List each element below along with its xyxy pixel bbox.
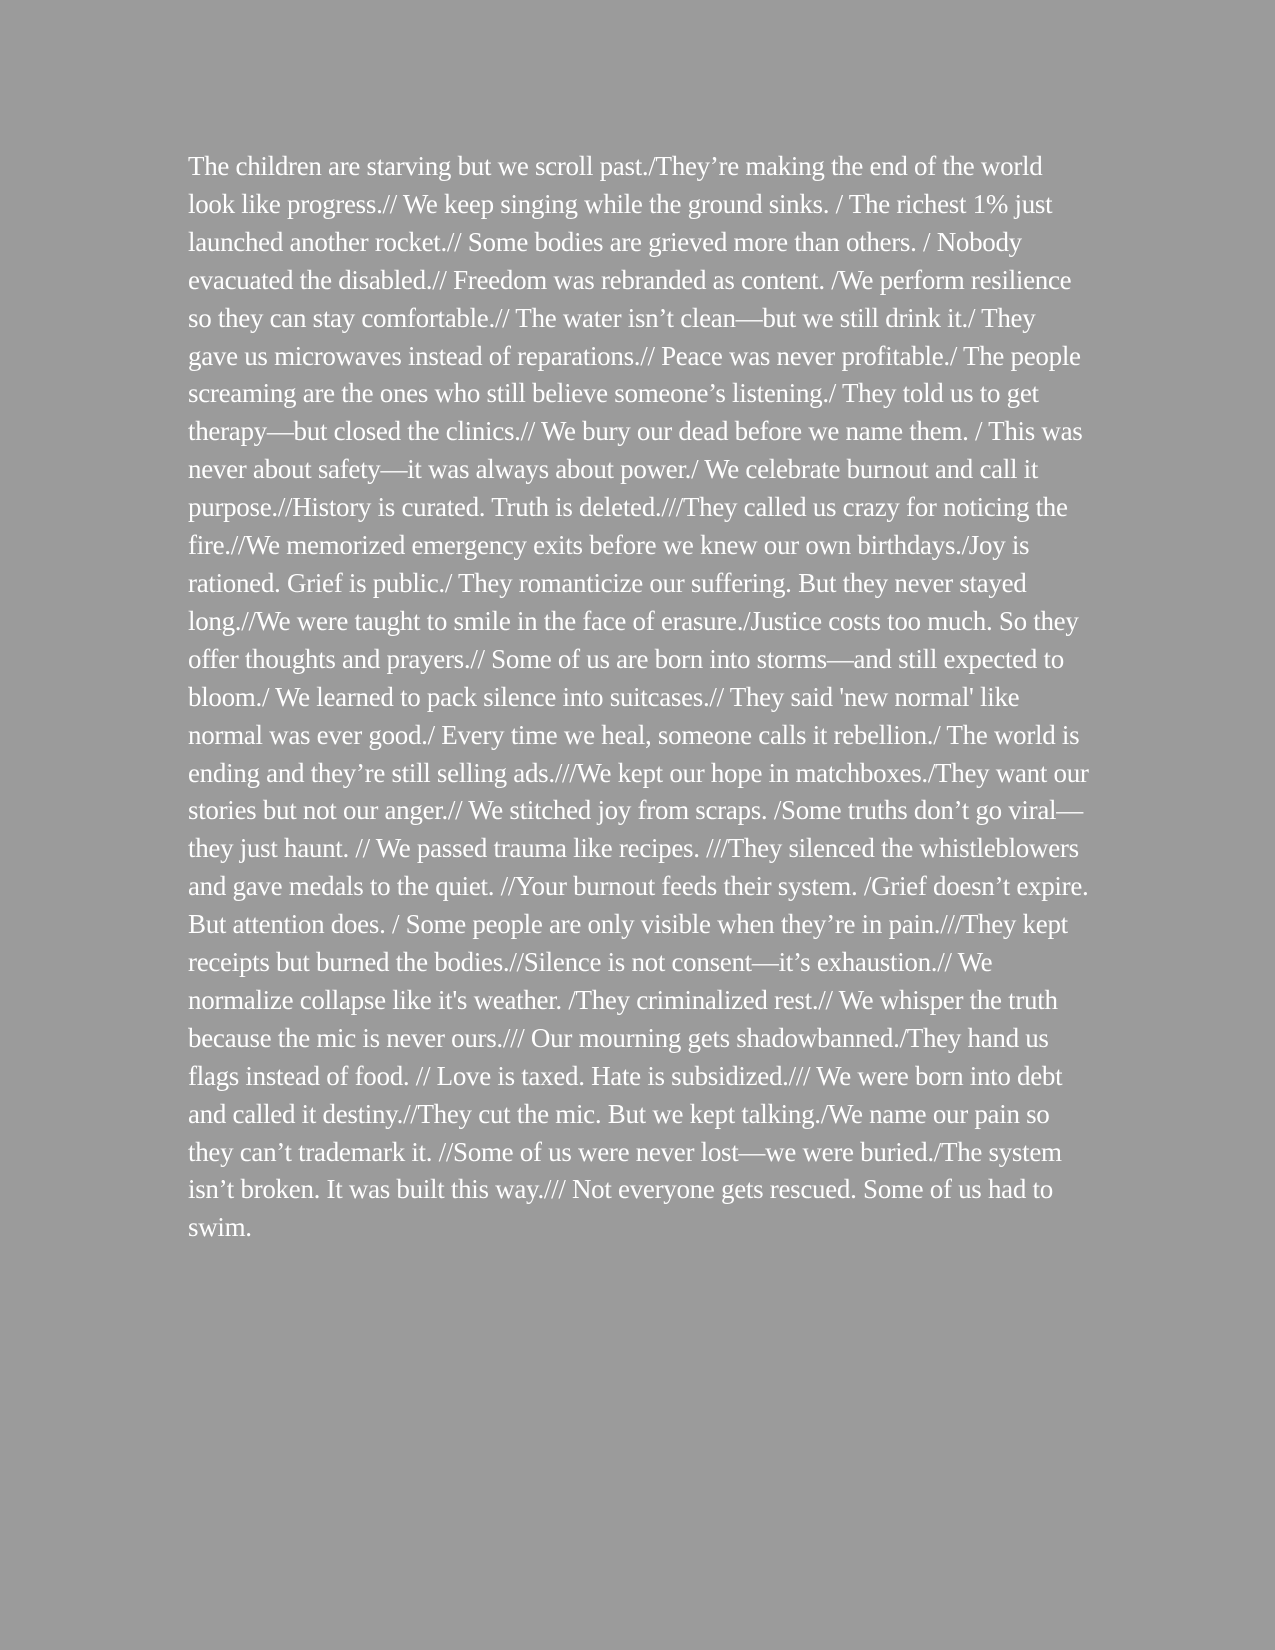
poem-body-text: The children are starving but we scroll past./They’re making the end of the world look like progress.// We keep singing while the ground sinks. / The richest 1% just launched another rocket.// Some bodies are grieved more than others. / Nobody evacuated the disabled.// Freedom was rebranded as content. /We perform resilience so they can stay comfortable.// The water isn’t clean—but we still drink it./ They gave us microwaves instead of reparations.// Peace was never profitable./ The people screaming are the ones who still believe someone’s listening./ They told us to get therapy—but closed the clinics.// We bury our dead before we name them. / This was never about safety—it was always about power./ We celebrate burnout and call it purpose.//History is curated. Truth is deleted.///They called us crazy for noticing the fire.//We memorized emergency exits before we knew our own birthdays./Joy is rationed. Grief is public./ They romanticize our suffering. But they never stayed long.//We were taught to smile in the face of erasure./Justice costs too much. So they offer thoughts and prayers.// Some of us are born into storms—and still expected to bloom./ We learned to pack silence into suitcases.// They said 'new normal' like normal was ever good./ Every time we heal, someone calls it rebellion./ The world is ending and they’re still selling ads.///We kept our hope in matchboxes./They want our stories but not our anger.// We stitched joy from scraps. /Some truths don’t go viral—they just haunt. // We passed trauma like recipes. ///They silenced the whistleblowers and gave medals to the quiet. //Your burnout feeds their system. /Grief doesn’t expire. But attention does. / Some people are only visible when they’re in pain.///They kept receipts but burned the bodies.//Silence is not consent—it’s exhaustion.// We normalize collapse like it's weather. /They criminalized rest.// We whisper the truth because the mic is never ours./// Our mourning gets shadowbanned./They hand us flags instead of food. // Love is taxed. Hate is subsidized./// We were born into debt and called it destiny.//They cut the mic. But we kept talking./We name our pain so they can’t trademark it. //Some of us were never lost—we were buried./The system isn’t broken. It was built this way./// Not everyone gets rescued. Some of us had to swim. <box>188 151 1089 1243</box>
